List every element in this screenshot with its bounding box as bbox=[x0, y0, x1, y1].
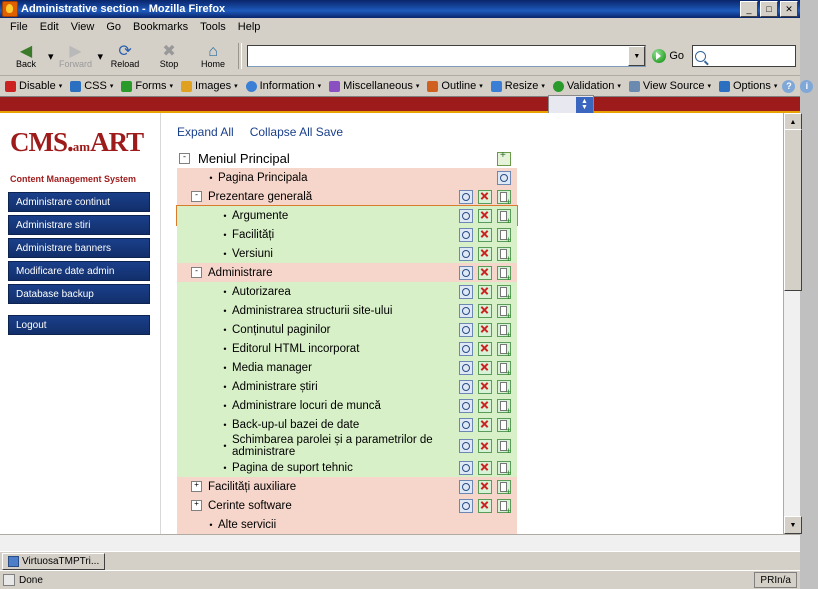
taskbar bbox=[0, 551, 800, 570]
status-message-group bbox=[3, 574, 754, 586]
tree-row-label: Administrare știri bbox=[232, 380, 318, 393]
tree-row-label: Administrare locuri de muncă bbox=[232, 399, 381, 412]
outline-icon bbox=[427, 81, 438, 92]
view-page-icon[interactable] bbox=[459, 461, 473, 475]
tree-row[interactable] bbox=[177, 415, 517, 434]
devtool-miscellaneous-label: Miscellaneous bbox=[343, 80, 413, 92]
add-page-icon[interactable] bbox=[497, 247, 511, 261]
tree-toggle-icon[interactable]: - bbox=[191, 191, 202, 202]
delete-page-icon[interactable] bbox=[478, 480, 492, 494]
window-title: Administrative section - Mozilla Firefox bbox=[21, 3, 226, 15]
delete-page-icon[interactable] bbox=[478, 228, 492, 242]
sidebar-item-administrare-stiri[interactable]: Administrare stiri bbox=[8, 215, 150, 235]
forward-label: Forward bbox=[59, 58, 93, 69]
view-page-icon[interactable] bbox=[459, 480, 473, 494]
tree-row[interactable] bbox=[177, 496, 517, 515]
tree-toggle-icon[interactable]: - bbox=[191, 267, 202, 278]
bullet-icon: • bbox=[223, 462, 227, 473]
tree-toggle-icon[interactable]: + bbox=[191, 481, 202, 492]
bullet-icon: • bbox=[223, 441, 227, 451]
tree-row-icons bbox=[459, 209, 517, 223]
scroll-thumb[interactable] bbox=[784, 129, 802, 291]
logo-thin: am bbox=[72, 139, 91, 154]
tree-row-label: Administrare bbox=[208, 266, 273, 279]
sidebar-item-administrare-continut[interactable]: Administrare continut bbox=[8, 192, 150, 212]
bullet-icon: • bbox=[223, 210, 227, 221]
tree-row-label: Facilități auxiliare bbox=[208, 480, 297, 493]
status-right: PRIn/a bbox=[754, 572, 797, 588]
tree-row-icons bbox=[459, 323, 517, 337]
collapse-all-save-link[interactable]: Collapse All Save bbox=[249, 125, 344, 139]
status-bar bbox=[0, 570, 800, 589]
tree-row[interactable] bbox=[177, 396, 517, 415]
bullet-icon: • bbox=[223, 343, 227, 354]
home-button[interactable] bbox=[191, 38, 235, 74]
tree-row-label: Facilități bbox=[232, 228, 275, 241]
tree-row[interactable] bbox=[177, 477, 517, 496]
add-page-icon[interactable] bbox=[497, 461, 511, 475]
tree-row-label: Back-up-ul bazei de date bbox=[232, 418, 360, 431]
bullet-icon: • bbox=[223, 324, 227, 335]
status-text: Done bbox=[19, 574, 43, 586]
tree-row-label: Alte servicii bbox=[218, 518, 277, 531]
go-icon bbox=[652, 49, 666, 63]
tree-row-icons bbox=[459, 304, 517, 318]
help-icon[interactable]: ? bbox=[782, 80, 795, 93]
sidebar-item-database-backup[interactable]: Database backup bbox=[8, 284, 150, 304]
page-body bbox=[0, 113, 800, 534]
page-tab-widget[interactable] bbox=[548, 95, 594, 115]
resize-icon bbox=[491, 81, 502, 92]
delete-page-icon[interactable] bbox=[478, 461, 492, 475]
sidebar-item-logout[interactable]: Logout bbox=[8, 315, 150, 335]
back-arrow-icon: ◀ bbox=[19, 42, 33, 60]
bullet-icon: • bbox=[223, 419, 227, 430]
tree-row-icons bbox=[459, 399, 517, 413]
vertical-scrollbar[interactable] bbox=[783, 113, 800, 534]
task-window-icon bbox=[8, 556, 19, 567]
tree-row[interactable] bbox=[177, 458, 517, 477]
view-page-icon[interactable] bbox=[459, 228, 473, 242]
add-page-icon[interactable] bbox=[497, 380, 511, 394]
menu-bar bbox=[0, 18, 800, 37]
logo-main: CMS. bbox=[10, 127, 73, 157]
sidebar-item-modificare-date-admin[interactable]: Modificare date admin bbox=[8, 261, 150, 281]
forward-arrow-icon: ▶ bbox=[69, 42, 82, 60]
devbar-help-group bbox=[782, 80, 818, 93]
tree-row[interactable] bbox=[177, 282, 517, 301]
scroll-up-button[interactable]: ▲ bbox=[784, 113, 802, 131]
tree-row-label: Cerinte software bbox=[208, 499, 292, 512]
search-box[interactable] bbox=[692, 45, 796, 67]
url-input[interactable] bbox=[248, 47, 628, 65]
add-page-icon[interactable] bbox=[497, 190, 511, 204]
delete-page-icon[interactable] bbox=[478, 380, 492, 394]
devtool-options-label: Options bbox=[733, 80, 771, 92]
tree-row-label: Conținutul paginilor bbox=[232, 323, 331, 336]
add-page-icon[interactable] bbox=[497, 323, 511, 337]
tree-row[interactable] bbox=[177, 263, 517, 282]
devtool-css-label: CSS bbox=[84, 80, 107, 92]
tree-root-row[interactable] bbox=[177, 149, 517, 168]
tree-row[interactable] bbox=[177, 206, 517, 225]
delete-page-icon[interactable] bbox=[478, 361, 492, 375]
stop-label: Stop bbox=[159, 58, 179, 69]
devtool-information[interactable]: Information ▾ bbox=[243, 80, 327, 92]
site-logo bbox=[0, 121, 160, 184]
delete-page-icon[interactable] bbox=[478, 323, 492, 337]
stop-icon: ✖ bbox=[162, 42, 176, 60]
root-label: Meniul Principal bbox=[198, 151, 290, 166]
tree-row[interactable] bbox=[177, 377, 517, 396]
bullet-icon: • bbox=[209, 519, 213, 530]
add-page-icon[interactable] bbox=[497, 342, 511, 356]
tree-row[interactable] bbox=[177, 515, 517, 534]
logo-end: ART bbox=[90, 127, 144, 157]
devtool-view-source-label: View Source bbox=[642, 80, 705, 92]
add-page-icon[interactable] bbox=[497, 266, 511, 280]
miscellaneous-icon bbox=[329, 81, 340, 92]
bullet-icon: • bbox=[223, 286, 227, 297]
address-bar[interactable] bbox=[247, 45, 646, 67]
view-page-icon[interactable] bbox=[459, 399, 473, 413]
home-label: Home bbox=[201, 58, 226, 69]
bullet-icon: • bbox=[209, 172, 213, 183]
forward-button[interactable] bbox=[54, 38, 98, 74]
tree-row[interactable] bbox=[177, 225, 517, 244]
menu-bookmarks[interactable]: Bookmarks bbox=[133, 21, 189, 33]
delete-page-icon[interactable] bbox=[478, 285, 492, 299]
tree-row-icons bbox=[459, 439, 517, 453]
scroll-down-button[interactable]: ▼ bbox=[784, 516, 802, 534]
devtool-disable-label: Disable bbox=[19, 80, 56, 92]
view-page-icon[interactable] bbox=[459, 439, 473, 453]
menu-tools[interactable]: Tools bbox=[200, 21, 226, 33]
tree-row[interactable] bbox=[177, 244, 517, 263]
add-page-icon[interactable] bbox=[497, 209, 511, 223]
delete-page-icon[interactable] bbox=[478, 418, 492, 432]
menu-edit[interactable]: Edit bbox=[39, 21, 59, 33]
developer-toolbar bbox=[0, 76, 809, 97]
tree-row-label: Versiuni bbox=[232, 247, 273, 260]
delete-page-icon[interactable] bbox=[478, 209, 492, 223]
devtool-resize-label: Resize bbox=[504, 80, 539, 92]
delete-page-icon[interactable] bbox=[478, 247, 492, 261]
title-bar bbox=[0, 0, 800, 18]
view-page-icon[interactable] bbox=[497, 171, 511, 185]
root-icons bbox=[497, 152, 517, 166]
reload-icon: ⟳ bbox=[118, 42, 132, 60]
home-icon: ⌂ bbox=[208, 42, 218, 60]
tree-row-icons bbox=[459, 190, 517, 204]
tree-row-icons bbox=[459, 380, 517, 394]
delete-page-icon[interactable] bbox=[478, 304, 492, 318]
search-input[interactable] bbox=[706, 49, 788, 63]
tree-row-icons bbox=[459, 461, 517, 475]
tree-row-label: Pagina Principala bbox=[218, 171, 308, 184]
forward-dropdown-icon[interactable]: ▾ bbox=[97, 50, 104, 63]
window-buttons bbox=[740, 1, 798, 17]
bullet-icon: • bbox=[223, 400, 227, 411]
reload-label: Reload bbox=[110, 58, 140, 69]
tree-row[interactable] bbox=[177, 301, 517, 320]
delete-page-icon[interactable] bbox=[478, 190, 492, 204]
tree-row-label: Editorul HTML incorporat bbox=[232, 342, 360, 355]
go-button[interactable] bbox=[648, 49, 688, 63]
add-page-icon[interactable] bbox=[497, 228, 511, 242]
devtool-forms[interactable]: Forms ▾ bbox=[118, 80, 178, 92]
stop-button[interactable] bbox=[147, 38, 191, 74]
devtool-css[interactable]: CSS ▾ bbox=[67, 80, 118, 92]
view-page-icon[interactable] bbox=[459, 304, 473, 318]
bullet-icon: • bbox=[223, 362, 227, 373]
status-indicator-icon bbox=[3, 574, 15, 586]
back-button[interactable] bbox=[4, 38, 48, 74]
tree-row-icons bbox=[459, 247, 517, 261]
tree-row[interactable] bbox=[177, 168, 517, 187]
view-page-icon[interactable] bbox=[459, 361, 473, 375]
tree-row[interactable] bbox=[177, 358, 517, 377]
devtool-resize[interactable]: Resize ▾ bbox=[488, 80, 550, 92]
menu-file[interactable]: File bbox=[10, 21, 28, 33]
bullet-icon: • bbox=[223, 248, 227, 259]
info-icon[interactable]: i bbox=[800, 80, 813, 93]
view-page-icon[interactable] bbox=[459, 418, 473, 432]
add-page-icon[interactable] bbox=[497, 418, 511, 432]
maximize-button[interactable]: □ bbox=[760, 1, 778, 17]
delete-page-icon[interactable] bbox=[478, 342, 492, 356]
devtool-miscellaneous[interactable]: Miscellaneous ▾ bbox=[326, 80, 424, 92]
view-page-icon[interactable] bbox=[459, 380, 473, 394]
tree-row-label: Argumente bbox=[232, 209, 289, 222]
tree-row-icons bbox=[459, 342, 517, 356]
add-page-icon[interactable] bbox=[497, 480, 511, 494]
content-area bbox=[161, 113, 800, 534]
tree-row-label: Schimbarea parolei și a parametrilor de administrare bbox=[232, 434, 433, 458]
delete-page-icon[interactable] bbox=[478, 399, 492, 413]
devtool-information-label: Information bbox=[259, 80, 315, 92]
information-icon bbox=[246, 81, 257, 92]
tree-row-label: Pagina de suport tehnic bbox=[232, 461, 353, 474]
options-icon bbox=[719, 81, 730, 92]
view-page-icon[interactable] bbox=[459, 323, 473, 337]
add-page-icon[interactable] bbox=[497, 499, 511, 513]
forms-icon bbox=[121, 81, 132, 92]
tree-row-icons bbox=[459, 285, 517, 299]
devtool-outline-label: Outline bbox=[441, 80, 477, 92]
tree-row-icons bbox=[459, 266, 517, 280]
view-page-icon[interactable] bbox=[459, 247, 473, 261]
tree-row-label: Media manager bbox=[232, 361, 312, 374]
tree-row[interactable] bbox=[177, 187, 517, 206]
tree-row-icons bbox=[459, 418, 517, 432]
bullet-icon: • bbox=[223, 305, 227, 316]
delete-page-icon[interactable] bbox=[478, 266, 492, 280]
taskbar-item-label: VirtuosaTMPTri... bbox=[22, 555, 100, 567]
view-page-icon[interactable] bbox=[459, 190, 473, 204]
tree-row-icons bbox=[459, 499, 517, 513]
tree-row[interactable] bbox=[177, 434, 517, 458]
tree-row-label: Administrarea structurii site-ului bbox=[232, 304, 393, 317]
view-page-icon[interactable] bbox=[459, 209, 473, 223]
sidebar-item-administrare-banners[interactable]: Administrare banners bbox=[8, 238, 150, 258]
delete-page-icon[interactable] bbox=[478, 439, 492, 453]
devtool-outline[interactable]: Outline ▾ bbox=[424, 80, 487, 92]
tree-row-label: Autorizarea bbox=[232, 285, 291, 298]
page-header-bar bbox=[0, 97, 800, 113]
page-viewport bbox=[0, 97, 800, 551]
menu-go[interactable]: Go bbox=[106, 21, 122, 33]
devtool-validation[interactable]: Validation ▾ bbox=[550, 80, 626, 92]
view-page-icon[interactable] bbox=[459, 266, 473, 280]
add-page-icon[interactable] bbox=[497, 361, 511, 375]
tree-row-icons bbox=[497, 171, 517, 185]
add-child-icon[interactable] bbox=[497, 152, 511, 166]
view-source-icon bbox=[629, 81, 640, 92]
delete-page-icon[interactable] bbox=[478, 499, 492, 513]
sidebar bbox=[0, 113, 161, 534]
tree-row-icons bbox=[459, 480, 517, 494]
view-page-icon[interactable] bbox=[459, 342, 473, 356]
devtool-images[interactable]: Images ▾ bbox=[178, 80, 243, 92]
add-page-icon[interactable] bbox=[497, 285, 511, 299]
root-toggle-icon[interactable]: - bbox=[179, 153, 190, 164]
logo-tagline: Content Management System bbox=[10, 174, 137, 184]
tree-row[interactable] bbox=[177, 339, 517, 358]
url-dropdown-icon[interactable]: ▼ bbox=[628, 46, 645, 66]
devtool-disable[interactable]: Disable ▾ bbox=[2, 80, 67, 92]
tree-row-icons bbox=[459, 361, 517, 375]
images-icon bbox=[181, 81, 192, 92]
toolbar-separator bbox=[238, 43, 242, 69]
add-page-icon[interactable] bbox=[497, 439, 511, 453]
go-label: Go bbox=[669, 50, 684, 62]
firefox-icon bbox=[2, 1, 18, 17]
add-page-icon[interactable] bbox=[497, 304, 511, 318]
bullet-icon: • bbox=[223, 381, 227, 392]
view-page-icon[interactable] bbox=[459, 499, 473, 513]
disable-icon bbox=[5, 81, 16, 92]
tree-actions bbox=[173, 125, 800, 139]
bullet-icon: • bbox=[223, 229, 227, 240]
tree-row-label: Prezentare generală bbox=[208, 190, 313, 203]
back-label: Back bbox=[15, 58, 36, 69]
taskbar-item[interactable] bbox=[2, 553, 105, 570]
devtool-images-label: Images bbox=[195, 80, 232, 92]
back-dropdown-icon[interactable]: ▾ bbox=[48, 50, 54, 63]
tree-row[interactable] bbox=[177, 320, 517, 339]
menu-help[interactable]: Help bbox=[237, 21, 261, 33]
search-icon bbox=[695, 51, 706, 62]
devtool-view-source[interactable]: View Source ▾ bbox=[626, 80, 716, 92]
tree-row-icons bbox=[459, 228, 517, 242]
devtool-forms-label: Forms bbox=[135, 80, 167, 92]
close-button[interactable]: ✕ bbox=[780, 1, 798, 17]
logo-text bbox=[10, 127, 160, 162]
reload-button[interactable] bbox=[103, 38, 147, 74]
validation-icon bbox=[553, 81, 564, 92]
view-page-icon[interactable] bbox=[459, 285, 473, 299]
menu-tree bbox=[177, 149, 517, 534]
navigation-toolbar bbox=[0, 37, 800, 76]
tree-toggle-icon[interactable]: + bbox=[191, 500, 202, 511]
horizontal-scrollbar[interactable] bbox=[0, 534, 800, 551]
menu-view[interactable]: View bbox=[70, 21, 95, 33]
tab-widget-arrows-icon[interactable]: ▲ ▼ bbox=[576, 97, 593, 113]
add-page-icon[interactable] bbox=[497, 399, 511, 413]
expand-all-link[interactable]: Expand All bbox=[177, 125, 234, 139]
css-icon bbox=[70, 81, 81, 92]
devtool-options[interactable]: Options ▾ bbox=[716, 80, 782, 92]
tree-rows bbox=[177, 168, 517, 534]
devtool-validation-label: Validation bbox=[566, 80, 615, 92]
minimize-button[interactable]: _ bbox=[740, 1, 758, 17]
